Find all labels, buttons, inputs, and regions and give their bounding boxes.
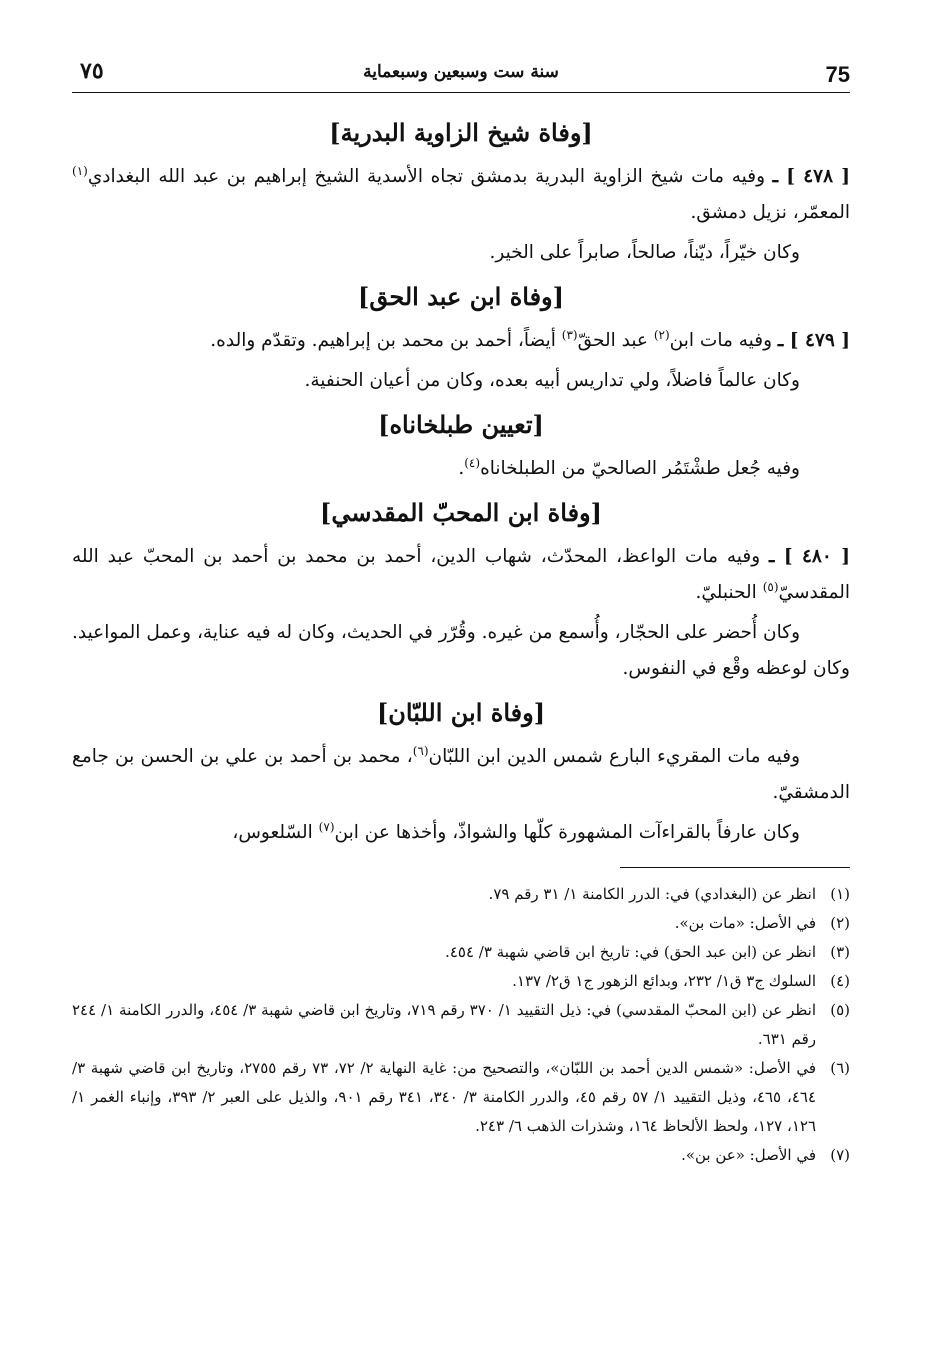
footnote-text: في الأصل: «مات بن». (674, 914, 816, 932)
footnote (72, 967, 850, 996)
footnote-number: (٤) (830, 972, 850, 990)
paragraph-text: وفيه مات الواعظ، المحدّث، شهاب الدين، أحمد بن محمد بن أحمد بن المحبّ عبد الله المقدسيّ (72, 546, 850, 603)
paragraph-text: . (458, 458, 465, 479)
paragraph (72, 363, 850, 399)
paragraph (72, 451, 850, 487)
page-number-arabic: ٧٥ (80, 58, 104, 84)
paragraph-text: وكان عالماً فاضلاً، ولي تداريس أبيه بعده، وكان من أعيان الحنفية. (304, 370, 800, 391)
footnote (72, 880, 850, 909)
footnote-ref: (٢) (653, 327, 670, 342)
footnote-ref: (٦) (412, 743, 429, 758)
footnote-number: (٣) (830, 943, 850, 961)
paragraph-text: عبد الحقّ (577, 330, 654, 351)
section-title: [وفاة ابن اللبّان] (376, 698, 546, 727)
paragraph (72, 739, 850, 811)
paragraph-text: وكان أُحضر على الحجّار، وأُسمع من غيره. وقُرّر في الحديث، وكان له فيه عناية، وعمل المواعيد. وكان لوعظه وقْع في النفوس. (72, 622, 850, 679)
paragraph (72, 815, 850, 851)
paragraph-text: وكان خيّراً، ديّناً، صالحاً، صابراً على الخير. (489, 242, 800, 263)
paragraph-text: وفيه مات شيخ الزاوية البدرية بدمشق تجاه الأسدية الشيخ إبراهيم بن عبد الله البغدادي (87, 166, 773, 187)
footnote-text: انظر عن (ابن عبد الحق) في: تاريخ ابن قاضي شهبة ٣/ ٤٥٤. (445, 943, 816, 961)
footnote (72, 909, 850, 938)
footnote-number: (٢) (830, 914, 850, 932)
section-title: [وفاة ابن المحبّ المقدسي] (320, 498, 602, 527)
running-title: سنة ست وسبعين وسبعماية (363, 62, 559, 82)
footnote (72, 1141, 850, 1170)
paragraph-text: أيضاً، أحمد بن محمد بن إبراهيم. وتقدّم والده. (210, 330, 562, 351)
footnote (72, 938, 850, 967)
paragraph-text: المعمّر، نزيل دمشق. (690, 202, 850, 223)
entry-number: [ ٤٨٠ ] ـ (769, 546, 850, 567)
footnote-text: في الأصل: «شمس الدين أحمد بن اللبّان»، والتصحيح من: غاية النهاية ٢/ ٧٢، ٧٣ رقم ٢٧٥٥، وتاريخ ابن قاضي شهبة ٣/ ٤٦٤، ٤٦٥، وذيل التقييد ١/ ٥٧ رقم ٤٥، والدرر الكامنة ٣/ ٣٤٠، ٣٤١ رقم ٩٠١، والذيل على العبر ٢/ ٣٩٣، وإنباء الغمر ١/ ١٢٦، ١٢٧، ولحظ الألحاظ ١٦٤، وشذرات الذهب ٦/ ٢٤٣. (72, 1059, 817, 1135)
paragraph (72, 615, 850, 687)
footnote-ref: (١) (72, 163, 88, 178)
page-number-latin: 75 (825, 62, 850, 87)
book-page (72, 52, 850, 1333)
footnote (72, 1054, 850, 1141)
footnote-ref: (٧) (318, 819, 335, 834)
footnote-divider (620, 867, 850, 868)
paragraph-text: وكان عارفاً بالقراءآت المشهورة كلّها والشواذّ، وأخذها عن ابن (334, 822, 800, 843)
footnote-text: انظر عن (ابن المحبّ المقدسي) في: ذيل التقييد ١/ ٣٧٠ رقم ٧١٩، وتاريخ ابن قاضي شهبة ٣/ ٤٥٤، والدرر الكامنة ١/ ٢٤٤ رقم ٦٣١. (72, 1001, 816, 1048)
footnote-number: (٦) (830, 1059, 850, 1077)
section-title: [وفاة شيخ الزاوية البدرية] (329, 118, 593, 147)
paragraph-text: وفيه مات المقريء البارع شمس الدين ابن اللبّان (428, 746, 800, 767)
paragraph-text: ، محمد بن أحمد بن علي بن الحسن بن جامع الدمشقيّ. (72, 746, 850, 803)
section-title: [وفاة ابن عبد الحق] (358, 282, 564, 311)
entry-number: [ ٤٧٩ ] ـ (777, 330, 850, 351)
entry-paragraph (72, 539, 850, 611)
footnote-number: (٥) (830, 1001, 850, 1019)
paragraph-text: وفيه جُعل طشْتَمُر الصالحيّ من الطبلخاناه (480, 458, 800, 479)
paragraph-text: وفيه مات ابن (669, 330, 778, 351)
main-text (72, 111, 850, 851)
footnote-text: السلوك ج٣ ق١/ ٢٣٢، وبدائع الزهور ج١ ق٢/ ١٣٧. (512, 972, 816, 990)
footnote-ref: (٥) (762, 579, 779, 594)
footnote-ref: (٤) (464, 455, 481, 470)
footnote-text: في الأصل: «عن بن». (681, 1146, 816, 1164)
footnotes (72, 880, 850, 1170)
entry-number: [ ٤٧٨ ] ـ (772, 166, 850, 187)
running-header (72, 52, 850, 93)
footnote-ref: (٣) (561, 327, 578, 342)
footnote-text: انظر عن (البغدادي) في: الدرر الكامنة ١/ ٣١ رقم ٧٩. (488, 885, 816, 903)
footnote-number: (٧) (830, 1146, 850, 1164)
paragraph (72, 235, 850, 271)
paragraph-text: السّلعوس، (232, 822, 319, 843)
footnote-number: (١) (830, 885, 850, 903)
entry-paragraph (72, 159, 850, 231)
entry-paragraph (72, 323, 850, 359)
footnote (72, 996, 850, 1054)
paragraph-text: الحنبليّ. (695, 582, 763, 603)
section-title: [تعيين طبلخاناه] (378, 410, 544, 439)
